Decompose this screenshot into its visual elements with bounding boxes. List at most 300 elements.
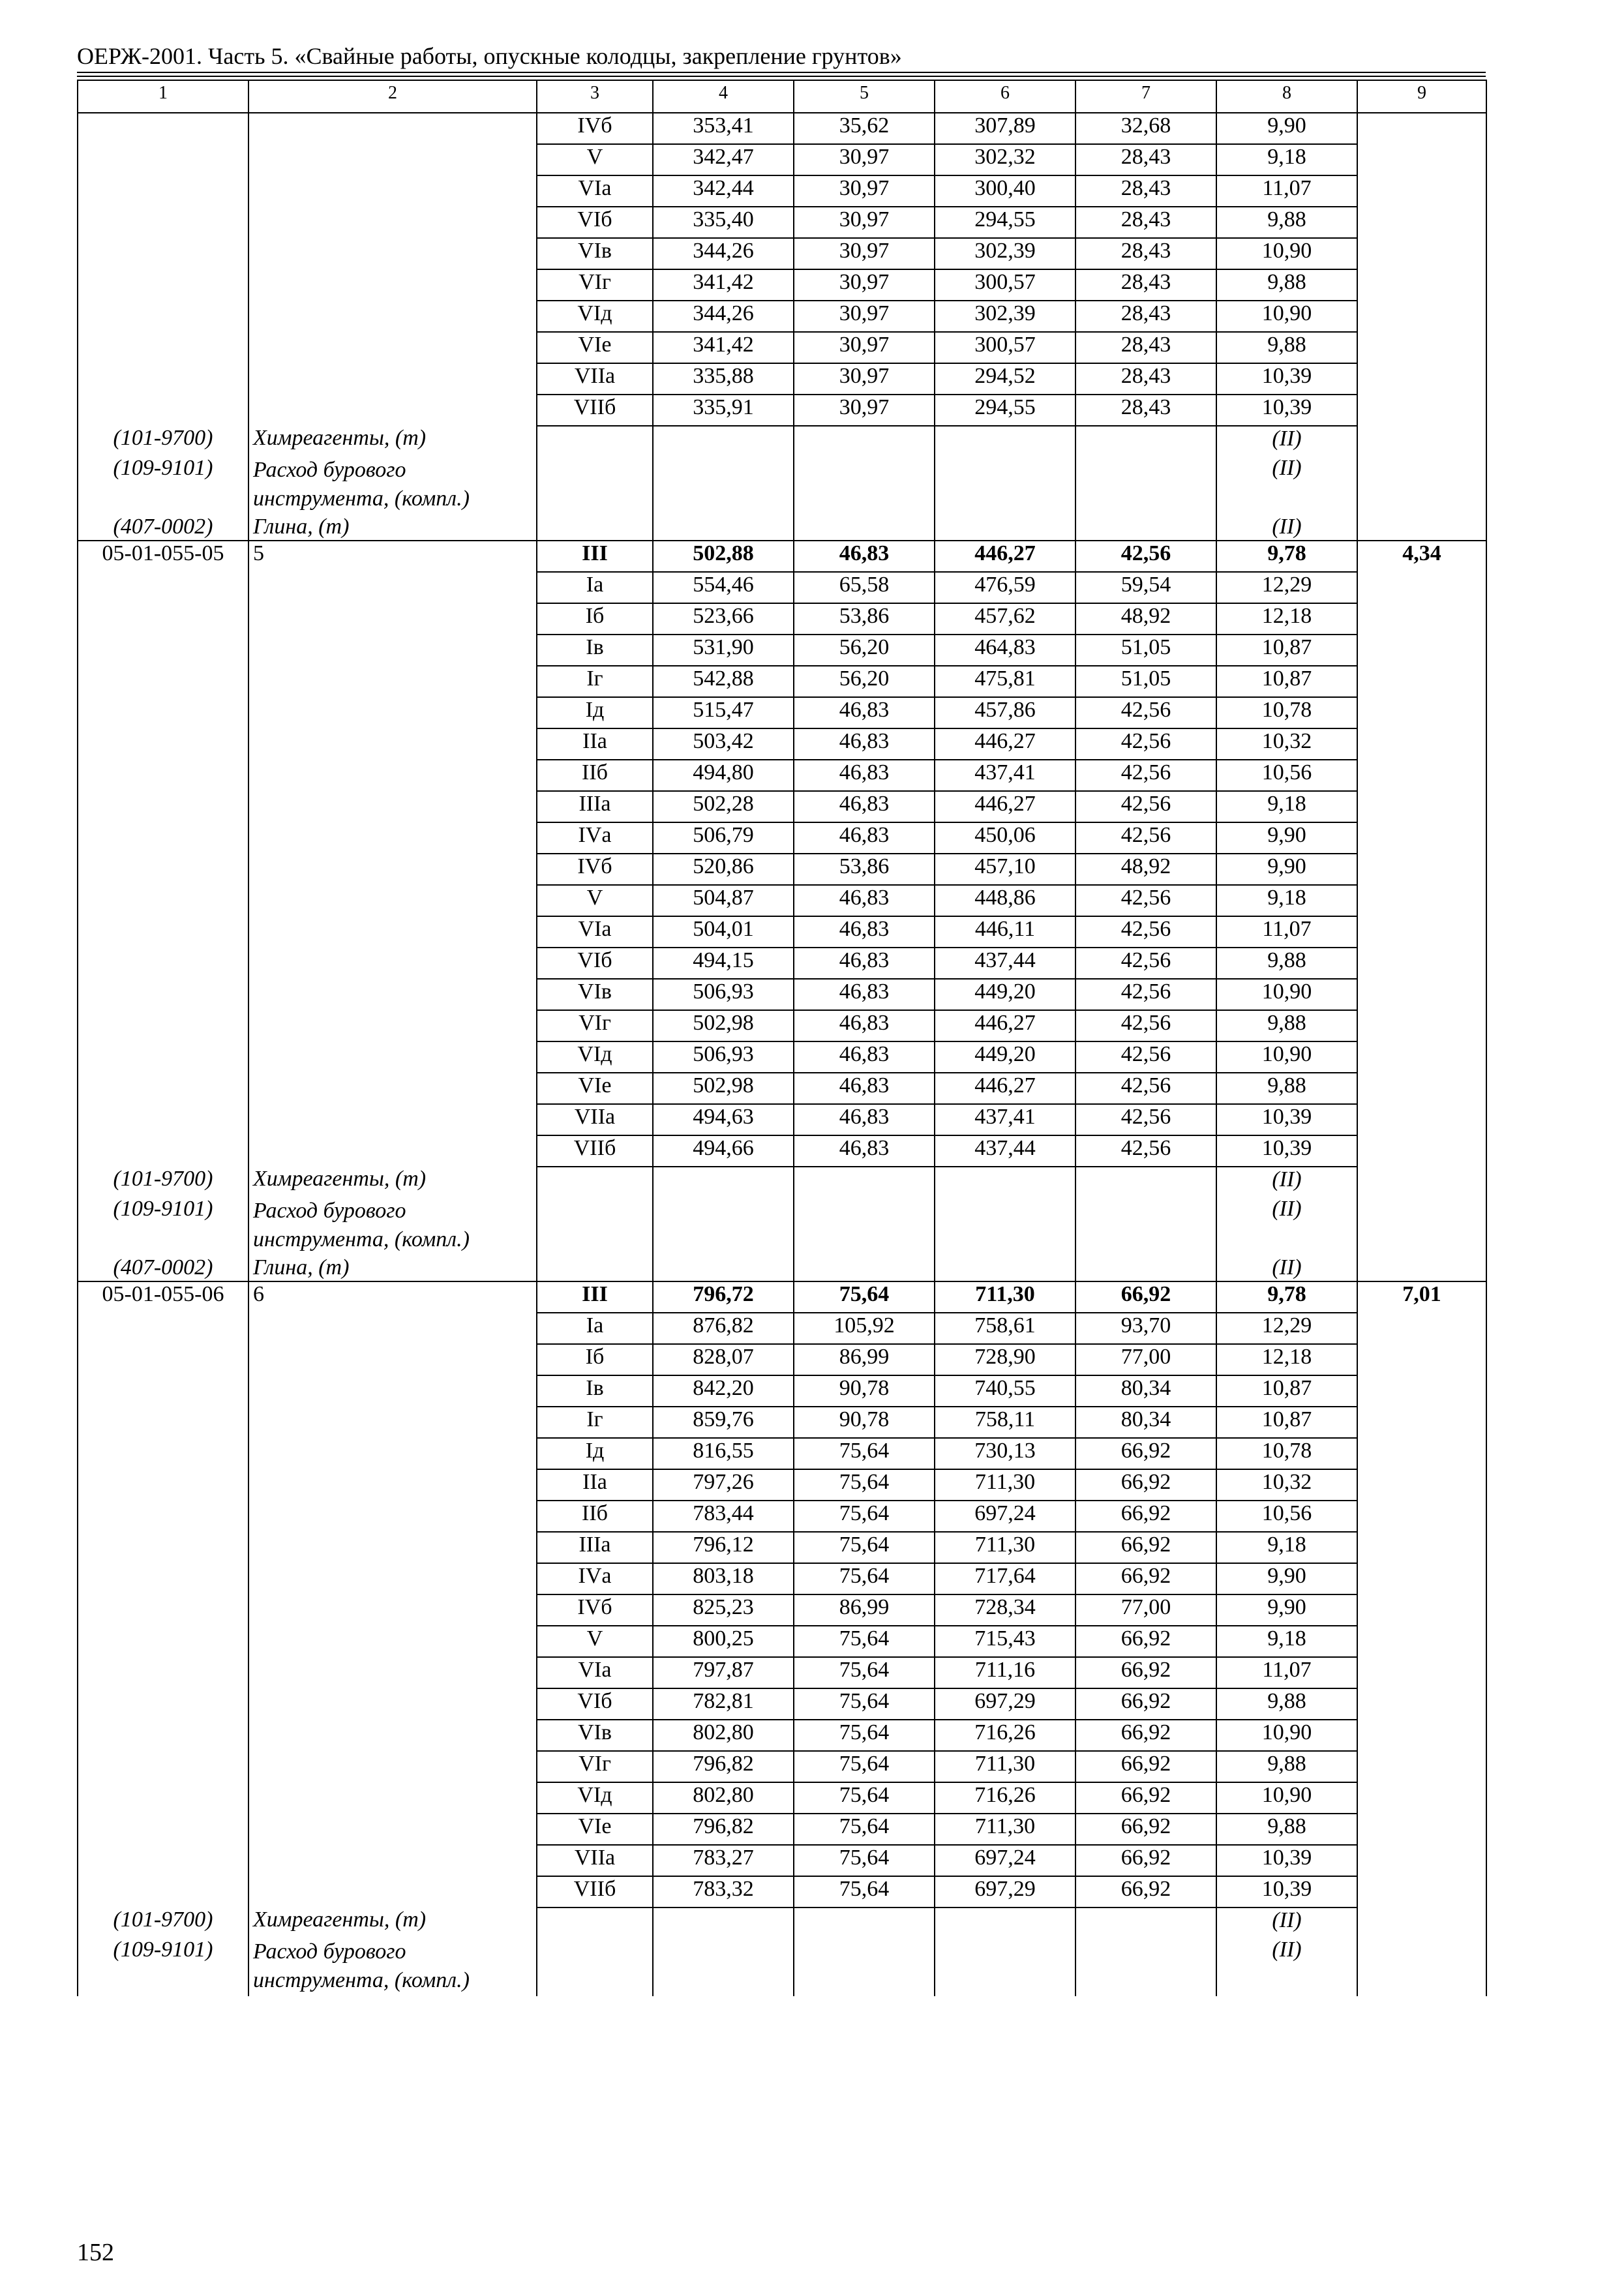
value-cell: 9,78 (1216, 1281, 1357, 1313)
value-cell: 711,30 (935, 1469, 1075, 1501)
rate-code-cell (78, 1344, 248, 1375)
zone-cell: IIа (537, 1469, 653, 1501)
column-header: 5 (794, 80, 935, 113)
value-cell: 11,07 (1216, 916, 1357, 948)
column-header: 1 (78, 80, 248, 113)
value-cell: 728,34 (935, 1594, 1075, 1626)
value-cell: 697,24 (935, 1501, 1075, 1532)
empty-cell (935, 515, 1075, 541)
table-row (78, 1073, 1486, 1104)
column9-cell (1357, 603, 1486, 635)
value-cell: 28,43 (1075, 144, 1216, 175)
rate-code-cell (78, 1104, 248, 1135)
value-cell: 66,92 (1075, 1782, 1216, 1814)
rate-name-cell (248, 1751, 537, 1782)
value-cell: 66,92 (1075, 1845, 1216, 1876)
value-cell: 506,93 (653, 1041, 794, 1073)
value-cell: 10,39 (1216, 1845, 1357, 1876)
value-cell: 66,92 (1075, 1814, 1216, 1845)
value-cell: 53,86 (794, 603, 935, 635)
column9-cell (1357, 1438, 1486, 1469)
empty-cell (1075, 1255, 1216, 1281)
value-cell: 464,83 (935, 635, 1075, 666)
value-cell: 711,30 (935, 1751, 1075, 1782)
column9-value: 4,34 (1357, 541, 1486, 572)
material-name: Расход бурового инструмента, (компл.) (248, 1197, 537, 1255)
material-row (78, 1167, 1486, 1197)
column9-cell (1357, 144, 1486, 175)
value-cell: 90,78 (794, 1407, 935, 1438)
rate-name: 6 (248, 1281, 537, 1313)
rate-name-cell (248, 885, 537, 916)
value-cell: 494,80 (653, 760, 794, 791)
value-cell: 75,64 (794, 1501, 935, 1532)
zone-cell: Iб (537, 603, 653, 635)
table-row (78, 854, 1486, 885)
value-cell: 42,56 (1075, 822, 1216, 854)
column9-cell (1357, 1782, 1486, 1814)
value-cell: 30,97 (794, 269, 935, 301)
header-rule (77, 72, 1486, 73)
empty-cell (537, 515, 653, 541)
table-row (78, 113, 1486, 144)
zone-cell: VIб (537, 1688, 653, 1720)
material-code: (407-0002) (78, 1255, 248, 1281)
column9-cell (1357, 697, 1486, 728)
value-cell: 457,10 (935, 854, 1075, 885)
empty-cell (537, 1197, 653, 1255)
rate-name-cell (248, 207, 537, 238)
value-cell: 75,64 (794, 1438, 935, 1469)
zone-cell: Iв (537, 1375, 653, 1407)
value-cell: 46,83 (794, 760, 935, 791)
value-cell: 42,56 (1075, 728, 1216, 760)
value-cell: 77,00 (1075, 1594, 1216, 1626)
value-cell: 66,92 (1075, 1751, 1216, 1782)
empty-cell (1075, 1908, 1216, 1937)
column9-cell (1357, 916, 1486, 948)
column9-cell (1357, 1313, 1486, 1344)
rate-code-cell (78, 1375, 248, 1407)
empty-cell (537, 456, 653, 515)
value-cell: 30,97 (794, 144, 935, 175)
table-row (78, 1626, 1486, 1657)
value-cell: 46,83 (794, 1073, 935, 1104)
column9-value: 7,01 (1357, 1281, 1486, 1313)
value-cell: 10,32 (1216, 1469, 1357, 1501)
value-cell: 816,55 (653, 1438, 794, 1469)
table-row (78, 269, 1486, 301)
material-mark: (II) (1216, 515, 1357, 541)
column-header: 9 (1357, 80, 1486, 113)
rate-code-cell (78, 175, 248, 207)
value-cell: 12,29 (1216, 1313, 1357, 1344)
value-cell: 542,88 (653, 666, 794, 697)
value-cell: 697,29 (935, 1876, 1075, 1908)
empty-cell (794, 1937, 935, 1996)
value-cell: 859,76 (653, 1407, 794, 1438)
value-cell: 30,97 (794, 207, 935, 238)
empty-cell (1075, 515, 1216, 541)
rate-name-cell (248, 1688, 537, 1720)
value-cell: 828,07 (653, 1344, 794, 1375)
rate-code-cell (78, 1751, 248, 1782)
table-row (78, 603, 1486, 635)
rate-name-cell (248, 395, 537, 426)
column9-cell (1357, 1751, 1486, 1782)
rate-name-cell (248, 1375, 537, 1407)
rate-code-cell (78, 207, 248, 238)
value-cell: 46,83 (794, 791, 935, 822)
value-cell: 335,91 (653, 395, 794, 426)
value-cell: 758,11 (935, 1407, 1075, 1438)
rate-code-cell (78, 332, 248, 363)
table-row (78, 1720, 1486, 1751)
value-cell: 341,42 (653, 269, 794, 301)
empty-cell (653, 1908, 794, 1937)
rate-name-cell (248, 238, 537, 269)
value-cell: 9,88 (1216, 1010, 1357, 1041)
empty-cell (935, 426, 1075, 456)
table-row (78, 1782, 1486, 1814)
table-row (78, 916, 1486, 948)
value-cell: 56,20 (794, 635, 935, 666)
column9-cell (1357, 854, 1486, 885)
value-cell: 437,41 (935, 760, 1075, 791)
table-row (78, 1845, 1486, 1876)
value-cell: 10,90 (1216, 1782, 1357, 1814)
value-cell: 11,07 (1216, 1657, 1357, 1688)
rate-name-cell (248, 1104, 537, 1135)
table-row (78, 635, 1486, 666)
rate-name-cell (248, 1876, 537, 1908)
value-cell: 797,87 (653, 1657, 794, 1688)
table-row (78, 822, 1486, 854)
rate-code-cell (78, 1313, 248, 1344)
zone-cell: VIIб (537, 1876, 653, 1908)
column9-cell (1357, 1720, 1486, 1751)
table-row (78, 332, 1486, 363)
page-number: 152 (77, 2239, 114, 2266)
zone-cell: VIв (537, 979, 653, 1010)
value-cell: 48,92 (1075, 603, 1216, 635)
empty-cell (653, 1937, 794, 1996)
value-cell: 800,25 (653, 1626, 794, 1657)
value-cell: 715,43 (935, 1626, 1075, 1657)
rate-name-cell (248, 301, 537, 332)
column9-cell (1357, 1876, 1486, 1908)
value-cell: 797,26 (653, 1469, 794, 1501)
value-cell: 842,20 (653, 1375, 794, 1407)
column9-cell (1357, 1041, 1486, 1073)
value-cell: 42,56 (1075, 948, 1216, 979)
value-cell: 75,64 (794, 1845, 935, 1876)
rate-name-cell (248, 1532, 537, 1563)
value-cell: 66,92 (1075, 1469, 1216, 1501)
empty-cell (1075, 1937, 1216, 1996)
column9-cell (1357, 979, 1486, 1010)
rate-name-cell (248, 1344, 537, 1375)
column9-cell (1357, 791, 1486, 822)
column-header: 4 (653, 80, 794, 113)
zone-cell: Iд (537, 1438, 653, 1469)
rate-code: 05-01-055-06 (78, 1281, 248, 1313)
zone-cell: Iв (537, 635, 653, 666)
material-row (78, 1255, 1486, 1281)
rate-code-cell (78, 822, 248, 854)
material-mark: (II) (1216, 1908, 1357, 1937)
zone-cell: Iд (537, 697, 653, 728)
value-cell: 10,39 (1216, 1135, 1357, 1167)
value-cell: 503,42 (653, 728, 794, 760)
value-cell: 302,32 (935, 144, 1075, 175)
value-cell: 341,42 (653, 332, 794, 363)
empty-cell (653, 1255, 794, 1281)
column9-cell (1357, 760, 1486, 791)
value-cell: 730,13 (935, 1438, 1075, 1469)
material-code: (101-9700) (78, 1908, 248, 1937)
rate-name-cell (248, 1469, 537, 1501)
value-cell: 28,43 (1075, 269, 1216, 301)
zone-cell: Iг (537, 1407, 653, 1438)
value-cell: 42,56 (1075, 1073, 1216, 1104)
rate-name-cell (248, 269, 537, 301)
value-cell: 716,26 (935, 1720, 1075, 1751)
value-cell: 437,41 (935, 1104, 1075, 1135)
rate-name-cell (248, 1010, 537, 1041)
rate-code-cell (78, 854, 248, 885)
value-cell: 93,70 (1075, 1313, 1216, 1344)
rate-code-cell (78, 635, 248, 666)
value-cell: 28,43 (1075, 363, 1216, 395)
zone-cell: VIIа (537, 1104, 653, 1135)
rate-code-cell (78, 1407, 248, 1438)
rate-name-cell (248, 1041, 537, 1073)
value-cell: 66,92 (1075, 1501, 1216, 1532)
rate-name: 5 (248, 541, 537, 572)
rate-name-cell (248, 791, 537, 822)
value-cell: 42,56 (1075, 760, 1216, 791)
rate-code-cell (78, 1041, 248, 1073)
column9-cell (1357, 1688, 1486, 1720)
zone-cell: VIг (537, 1010, 653, 1041)
value-cell: 294,52 (935, 363, 1075, 395)
empty-cell (653, 426, 794, 456)
column9-cell (1357, 332, 1486, 363)
rate-code-cell (78, 1532, 248, 1563)
empty-cell (794, 456, 935, 515)
value-cell: 10,90 (1216, 238, 1357, 269)
zone-cell: Iг (537, 666, 653, 697)
table-row (78, 1104, 1486, 1135)
value-cell: 10,39 (1216, 395, 1357, 426)
rate-name-cell (248, 697, 537, 728)
value-cell: 75,64 (794, 1563, 935, 1594)
rate-name-cell (248, 363, 537, 395)
value-cell: 796,72 (653, 1281, 794, 1313)
table-row (78, 1438, 1486, 1469)
value-cell: 449,20 (935, 1041, 1075, 1073)
value-cell: 75,64 (794, 1751, 935, 1782)
empty-cell (794, 1255, 935, 1281)
value-cell: 302,39 (935, 238, 1075, 269)
rate-name-cell (248, 1438, 537, 1469)
value-cell: 12,18 (1216, 603, 1357, 635)
zone-cell: VIд (537, 301, 653, 332)
table-row (78, 697, 1486, 728)
value-cell: 9,88 (1216, 269, 1357, 301)
value-cell: 446,27 (935, 1010, 1075, 1041)
rate-name-cell (248, 916, 537, 948)
empty-cell (935, 456, 1075, 515)
empty-cell (1357, 426, 1486, 456)
rate-code: 05-01-055-05 (78, 541, 248, 572)
value-cell: 10,90 (1216, 979, 1357, 1010)
value-cell: 342,47 (653, 144, 794, 175)
value-cell: 42,56 (1075, 916, 1216, 948)
value-cell: 697,29 (935, 1688, 1075, 1720)
value-cell: 86,99 (794, 1344, 935, 1375)
rate-name-cell (248, 332, 537, 363)
material-name: Расход бурового инструмента, (компл.) (248, 456, 537, 515)
table-row (78, 1313, 1486, 1344)
material-row (78, 515, 1486, 541)
rate-name-cell (248, 1073, 537, 1104)
zone-cell: IVа (537, 1563, 653, 1594)
column9-cell (1357, 1375, 1486, 1407)
rate-code-cell (78, 1657, 248, 1688)
page-header-title: ОЕРЖ-2001. Часть 5. «Свайные работы, опускные колодцы, закрепление грунтов» (77, 43, 902, 69)
value-cell: 56,20 (794, 666, 935, 697)
value-cell: 448,86 (935, 885, 1075, 916)
value-cell: 65,58 (794, 572, 935, 603)
rate-name-cell (248, 822, 537, 854)
table-row (78, 1501, 1486, 1532)
value-cell: 9,18 (1216, 885, 1357, 916)
rate-name-cell (248, 113, 537, 144)
value-cell: 66,92 (1075, 1438, 1216, 1469)
column-header: 3 (537, 80, 653, 113)
value-cell: 446,27 (935, 1073, 1075, 1104)
table-row (78, 238, 1486, 269)
value-cell: 10,87 (1216, 1407, 1357, 1438)
rate-code-cell (78, 363, 248, 395)
table-row (78, 1657, 1486, 1688)
rate-name-cell (248, 948, 537, 979)
empty-cell (1075, 426, 1216, 456)
rate-code-cell (78, 1626, 248, 1657)
rate-name-cell (248, 635, 537, 666)
value-cell: 11,07 (1216, 175, 1357, 207)
value-cell: 42,56 (1075, 541, 1216, 572)
value-cell: 502,28 (653, 791, 794, 822)
table-row (78, 1041, 1486, 1073)
zone-cell: VIд (537, 1782, 653, 1814)
rate-code-cell (78, 1563, 248, 1594)
value-cell: 42,56 (1075, 697, 1216, 728)
empty-cell (537, 1167, 653, 1197)
rate-code-cell (78, 1135, 248, 1167)
column9-cell (1357, 175, 1486, 207)
column9-cell (1357, 885, 1486, 916)
zone-cell: VIе (537, 1814, 653, 1845)
table-row (78, 1344, 1486, 1375)
value-cell: 353,41 (653, 113, 794, 144)
zone-cell: IVа (537, 822, 653, 854)
value-cell: 10,39 (1216, 1104, 1357, 1135)
value-cell: 9,88 (1216, 1814, 1357, 1845)
zone-cell: IIа (537, 728, 653, 760)
value-cell: 740,55 (935, 1375, 1075, 1407)
column9-cell (1357, 238, 1486, 269)
rates-table-body (78, 80, 1486, 1996)
empty-cell (794, 1167, 935, 1197)
table-row (78, 1876, 1486, 1908)
value-cell: 457,62 (935, 603, 1075, 635)
zone-cell: VIIа (537, 1845, 653, 1876)
value-cell: 30,97 (794, 175, 935, 207)
value-cell: 10,78 (1216, 697, 1357, 728)
zone-cell: IIIа (537, 791, 653, 822)
table-row (78, 1563, 1486, 1594)
value-cell: 10,87 (1216, 666, 1357, 697)
empty-cell (1075, 456, 1216, 515)
rate-code-cell (78, 728, 248, 760)
value-cell: 803,18 (653, 1563, 794, 1594)
rate-code-cell (78, 1010, 248, 1041)
column9-cell (1357, 1469, 1486, 1501)
rate-code-cell (78, 603, 248, 635)
value-cell: 28,43 (1075, 395, 1216, 426)
value-cell: 523,66 (653, 603, 794, 635)
value-cell: 783,44 (653, 1501, 794, 1532)
material-name: Глина, (т) (248, 515, 537, 541)
value-cell: 446,27 (935, 791, 1075, 822)
rate-code-cell (78, 572, 248, 603)
value-cell: 437,44 (935, 1135, 1075, 1167)
value-cell: 46,83 (794, 822, 935, 854)
empty-cell (794, 426, 935, 456)
value-cell: 711,30 (935, 1281, 1075, 1313)
table-row-base (78, 1281, 1486, 1313)
table-row (78, 1469, 1486, 1501)
column9-cell (1357, 1657, 1486, 1688)
rate-code-cell (78, 1688, 248, 1720)
empty-cell (1357, 515, 1486, 541)
value-cell: 10,90 (1216, 1720, 1357, 1751)
table-row (78, 1751, 1486, 1782)
rate-name-cell (248, 1313, 537, 1344)
value-cell: 307,89 (935, 113, 1075, 144)
value-cell: 300,40 (935, 175, 1075, 207)
value-cell: 46,83 (794, 728, 935, 760)
empty-cell (537, 1908, 653, 1937)
value-cell: 59,54 (1075, 572, 1216, 603)
material-name: Химреагенты, (т) (248, 1908, 537, 1937)
value-cell: 30,97 (794, 363, 935, 395)
value-cell: 30,97 (794, 332, 935, 363)
empty-cell (1357, 1255, 1486, 1281)
material-name: Химреагенты, (т) (248, 1167, 537, 1197)
value-cell: 46,83 (794, 541, 935, 572)
table-row (78, 948, 1486, 979)
material-code: (109-9101) (78, 1937, 248, 1996)
rate-name-cell (248, 144, 537, 175)
value-cell: 796,82 (653, 1814, 794, 1845)
zone-cell: Iа (537, 1313, 653, 1344)
value-cell: 66,92 (1075, 1563, 1216, 1594)
table-row (78, 791, 1486, 822)
